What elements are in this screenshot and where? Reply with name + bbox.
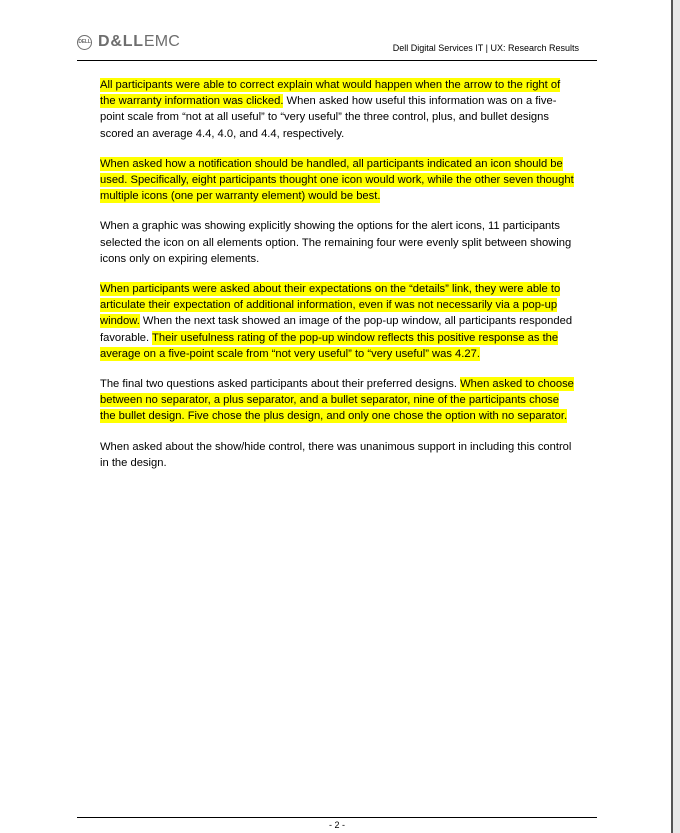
logo-wordmark xyxy=(98,33,180,51)
paragraph-text: When a graphic was showing explicitly showing the options for the alert icons, 11 participants selected the icon on all elements option. The remaining four were evenly split between showing icons only on expiring elements. xyxy=(100,220,572,265)
logo-sub: EMC xyxy=(143,33,181,50)
body-paragraph xyxy=(100,77,576,142)
highlighted-text: Their usefulness rating of the pop-up window reflects this positive response as the average on a five-point scale from “not very useful” to “very useful” was 4.27. xyxy=(100,331,559,360)
dell-logo-mark-icon: DELL xyxy=(77,35,92,50)
logo-brand: D&LL xyxy=(98,33,144,50)
header-rule xyxy=(77,60,597,61)
paragraph-text: When asked how useful this information was on a five-point scale from “not at all useful” to “very useful” the three control, plus, and bullet designs scored an average 4.4, 4.0, and 4.4, respectively. xyxy=(100,95,557,140)
dell-emc-logo xyxy=(77,33,180,51)
body-paragraph xyxy=(100,439,576,471)
highlighted-text: When asked to choose between no separator, a plus separator, and a bullet separator, nine of the participants chose the bullet design. Five chose the plus design, and only one chose the option with no separator. xyxy=(100,378,574,423)
paragraph-text: When asked about the show/hide control, there was unanimous support in including this control in the design. xyxy=(100,440,572,469)
body-paragraph xyxy=(100,281,576,362)
viewer-background xyxy=(673,0,680,833)
paragraph-text: When the next task showed an image of the pop-up window, all participants responded favorable. xyxy=(100,315,573,344)
body-paragraph xyxy=(100,218,576,267)
footer-rule xyxy=(77,817,597,818)
paragraph-text: The final two questions asked participants about their preferred designs. xyxy=(100,378,461,391)
body-paragraph xyxy=(100,376,576,425)
highlighted-text: All participants were able to correct explain what would happen when the arrow to the right of the warranty information was clicked. xyxy=(100,79,561,108)
highlighted-text: When participants were asked about their expectations on the “details” link, they were able to articulate their expectation of additional information, even if was not necessarily via a pop-up window. xyxy=(100,283,561,328)
page-number: - 2 - xyxy=(329,820,346,830)
header-title: Dell Digital Services IT | UX: Research Results xyxy=(392,43,579,53)
document-body xyxy=(100,77,576,485)
body-paragraph xyxy=(100,156,576,205)
highlighted-text: When asked how a notification should be handled, all participants indicated an icon should be used. Specifically, eight participants thought one icon would work, while the other seven thought multiple icons (one per warranty element) would be best. xyxy=(100,157,574,203)
